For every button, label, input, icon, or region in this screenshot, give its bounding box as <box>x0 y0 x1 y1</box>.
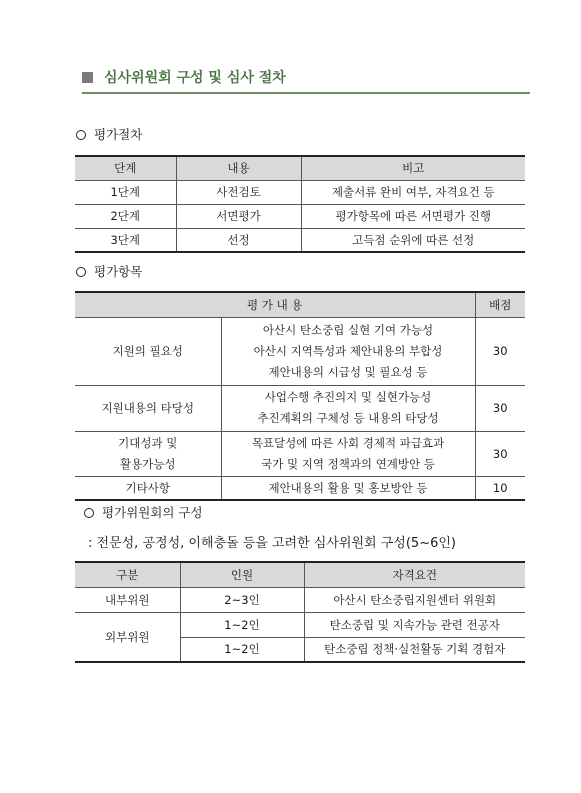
table-row: 2단계 서면평가 평가항목에 따른 서면평가 진행 <box>75 204 525 228</box>
committee-note: : 전문성, 공정성, 이해충돌 등을 고려한 심사위원회 구성(5~6인) <box>88 536 456 551</box>
procedure-table <box>75 155 525 253</box>
table-row: 1~2인 탄소중립 정책·실천활동 기획 경험자 <box>75 637 525 662</box>
square-bullet-icon <box>82 72 93 83</box>
circle-bullet-icon <box>84 508 94 518</box>
header-qualification: 자격요건 <box>304 562 525 587</box>
table-row: 기대성과 및 활용가능성 목표달성에 따른 사회 경제적 파급효과 국가 및 지역 정책과의 연계방안 등 30 <box>75 431 525 476</box>
header-remark: 비고 <box>301 156 525 180</box>
criteria-table <box>75 291 525 501</box>
table-row: 내부위원 2~3인 아산시 탄소중립지원센터 위원회 <box>75 587 525 612</box>
header-category: 구분 <box>75 562 180 587</box>
section-title-procedure: 평가절차 <box>76 125 142 143</box>
table-row: 기타사항 제안내용의 활용 및 홍보방안 등 10 <box>75 476 525 500</box>
section-title-committee: 평가위원회의 구성 <box>84 503 203 521</box>
header-score: 배점 <box>475 292 525 317</box>
header-content: 내용 <box>176 156 301 180</box>
circle-bullet-icon <box>76 267 86 277</box>
header-criteria: 평 가 내 용 <box>75 292 475 317</box>
table-row: 1단계 사전검토 제출서류 완비 여부, 자격요건 등 <box>75 180 525 204</box>
section-heading <box>82 66 530 94</box>
committee-table <box>75 561 525 663</box>
header-step: 단계 <box>75 156 176 180</box>
table-row: 외부위원 1~2인 탄소중립 및 지속가능 관련 전공자 <box>75 612 525 637</box>
heading-title: 심사위원회 구성 및 심사 절차 <box>104 70 286 86</box>
circle-bullet-icon <box>76 130 86 140</box>
section-title-criteria: 평가항목 <box>76 262 142 280</box>
table-row: 지원의 필요성 아산시 탄소중립 실현 기여 가능성 아산시 지역특성과 제안내용의 부합성 제안내용의 시급성 및 필요성 등 30 <box>75 317 525 385</box>
table-row: 지원내용의 타당성 사업수행 추진의지 및 실현가능성 추진계획의 구체성 등 내용의 타당성 30 <box>75 385 525 431</box>
header-count: 인원 <box>180 562 304 587</box>
table-row: 3단계 선정 고득점 순위에 따른 선정 <box>75 228 525 252</box>
